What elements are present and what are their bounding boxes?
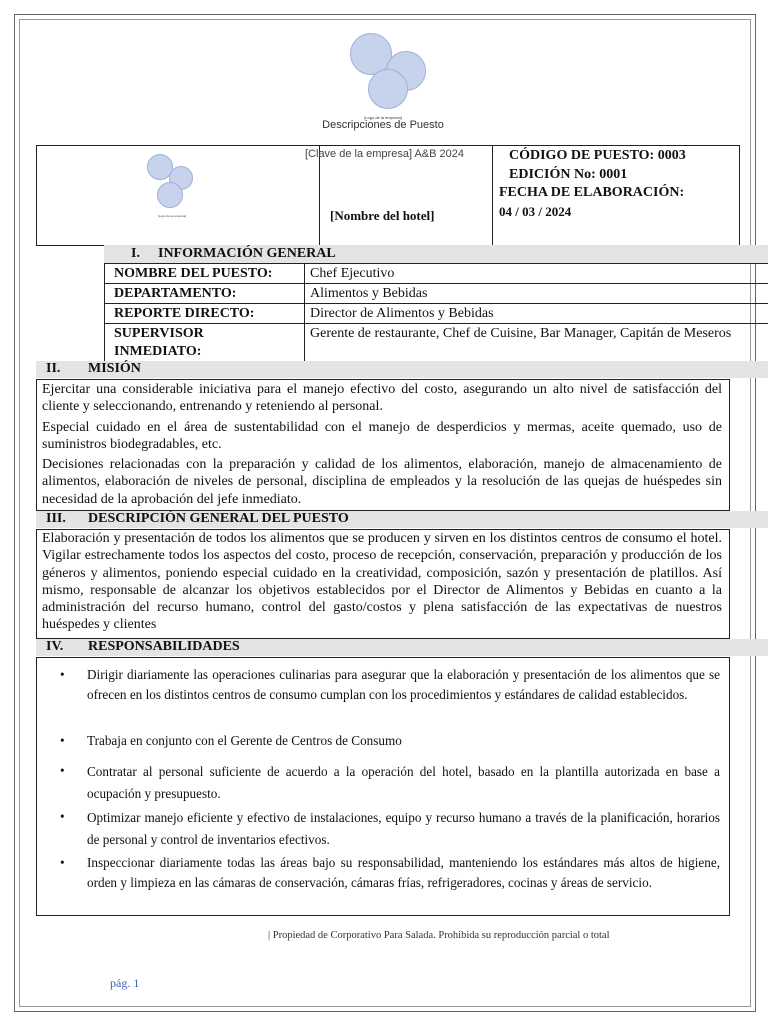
bullet-icon: • (60, 763, 65, 778)
section-number: I. (131, 246, 140, 261)
date-label: FECHA DE ELABORACIÓN: (499, 185, 685, 200)
section-number: II. (46, 361, 61, 376)
table-row (104, 304, 768, 324)
logo-circle (368, 69, 408, 109)
list-item-text: Optimizar manejo eficiente y efectivo de instalaciones, equipo y recurso humano a través de la planificación, horarios de personal y control de inventarios efectivos. (87, 810, 720, 847)
description-paragraph: Elaboración y presentación de todos los alimentos que se producen y sirven en los distintos centros de consumo el hotel. Vigilar estrechamente todos los aspectos del costo, proceso de recepción, conservación, preparación y producción de los géneros y alimentos, poniendo especial cuidado en la creatividad, composición, sazón y presentación de platillos. Así mismo, responsable de alcanzar los objetivos establecidos por el Director de Alimentos y Bebidas en cuanto a la administración del recurso humano, control del gasto/costos y plena satisfacción de las expectativas de nuestros huéspedes y clientes (42, 531, 722, 633)
list-item-text: Dirigir diariamente las operaciones culinarias para asegurar que la elaboración y presentación de los alimentos que se ofrecen en los distintos centros de consumo cumplan con los procedimientos y estándares de calidad establecidos. (87, 667, 720, 702)
bullet-icon: • (60, 667, 65, 682)
section-title: RESPONSABILIDADES (88, 639, 240, 654)
edition-number: EDICIÓN No: 0001 (509, 167, 628, 182)
mission-paragraph: Especial cuidado en el área de sustentabilidad con el manejo de desperdicios y mermas, aceite quemado, uso de suministros biodegradables, etc. (42, 420, 722, 453)
bullet-icon: • (60, 855, 65, 870)
row-label: SUPERVISOR INMEDIATO: (114, 326, 204, 359)
logo-circle (157, 182, 183, 208)
section-number: IV. (46, 639, 64, 654)
company-logo-top (300, 29, 466, 133)
logo-placeholder-text: [Logo de la empresa] (157, 214, 187, 218)
list-item-text: Inspeccionar diariamente todas las áreas bajo su responsabilidad, manteniendo los estándares más altos de higiene, orden y limpieza en las cámaras de conservación, cámaras frías, refrigeradores, cocinas y áreas de servicio. (87, 855, 720, 890)
date-value: 04 / 03 / 2024 (499, 204, 572, 219)
section-bar (36, 361, 768, 378)
table-row (104, 324, 768, 362)
footer-copyright: | Propiedad de Corporativo Para Salada. Prohibida su reproducción parcial o total (268, 930, 610, 941)
bullet-icon: • (60, 809, 65, 824)
row-value: Gerente de restaurante, Chef de Cuisine, Bar Manager, Capitán de Meseros (310, 326, 732, 341)
header-code-cell (493, 146, 739, 245)
company-logo-small (137, 152, 207, 222)
row-value: Chef Ejecutivo (310, 266, 395, 281)
list-item-text: Trabaja en conjunto con el Gerente de Centros de Consumo (87, 733, 402, 748)
table-row (104, 264, 768, 284)
section-title: MISIÓN (88, 361, 141, 376)
table-row (104, 284, 768, 304)
row-label: DEPARTAMENTO: (114, 286, 237, 301)
document-header-table (36, 145, 740, 246)
page-number: pág. 1 (110, 976, 140, 990)
header-logo-cell (37, 146, 320, 245)
section-title: DESCRIPCIÓN GENERAL DEL PUESTO (88, 511, 349, 526)
company-key: [Clave de la empresa] A&B 2024 (305, 148, 464, 160)
general-info-table (104, 263, 768, 362)
header-hotel-cell (305, 146, 493, 245)
hotel-name: [Nombre del hotel] (330, 208, 435, 223)
list-item-text: Contratar al personal suficiente de acuerdo a la operación del hotel, basado en la plantilla autorizada en base a ocupación y presupuesto. (87, 764, 720, 801)
document-type-caption: Descripciones de Puesto (322, 119, 444, 131)
section-number: III. (46, 511, 66, 526)
row-value: Director de Alimentos y Bebidas (310, 306, 494, 321)
job-code: CÓDIGO DE PUESTO: 0003 (509, 148, 686, 163)
bullet-icon: • (60, 733, 65, 748)
row-label: REPORTE DIRECTO: (114, 306, 255, 321)
mission-paragraph: Decisiones relacionadas con la preparación y calidad de los alimentos, elaboración, manejo de almacenamiento de alimentos, elaboración de niveles de personal, disciplina de empleados y la resolución de las quejas de huéspedes sin necesidad de la aprobación del jefe inmediato. (42, 457, 722, 507)
row-value: Alimentos y Bebidas (310, 286, 428, 301)
section-title: INFORMACIÓN GENERAL (158, 246, 336, 261)
logo-placeholder-text: [Logo de la empresa] (364, 115, 402, 120)
mission-paragraph: Ejercitar una considerable iniciativa para el manejo efectivo del costo, asegurando un alto nivel de satisfacción del cliente y seleccionando, entrenando y reteniendo al personal. (42, 382, 722, 415)
row-label: NOMBRE DEL PUESTO: (114, 266, 273, 281)
